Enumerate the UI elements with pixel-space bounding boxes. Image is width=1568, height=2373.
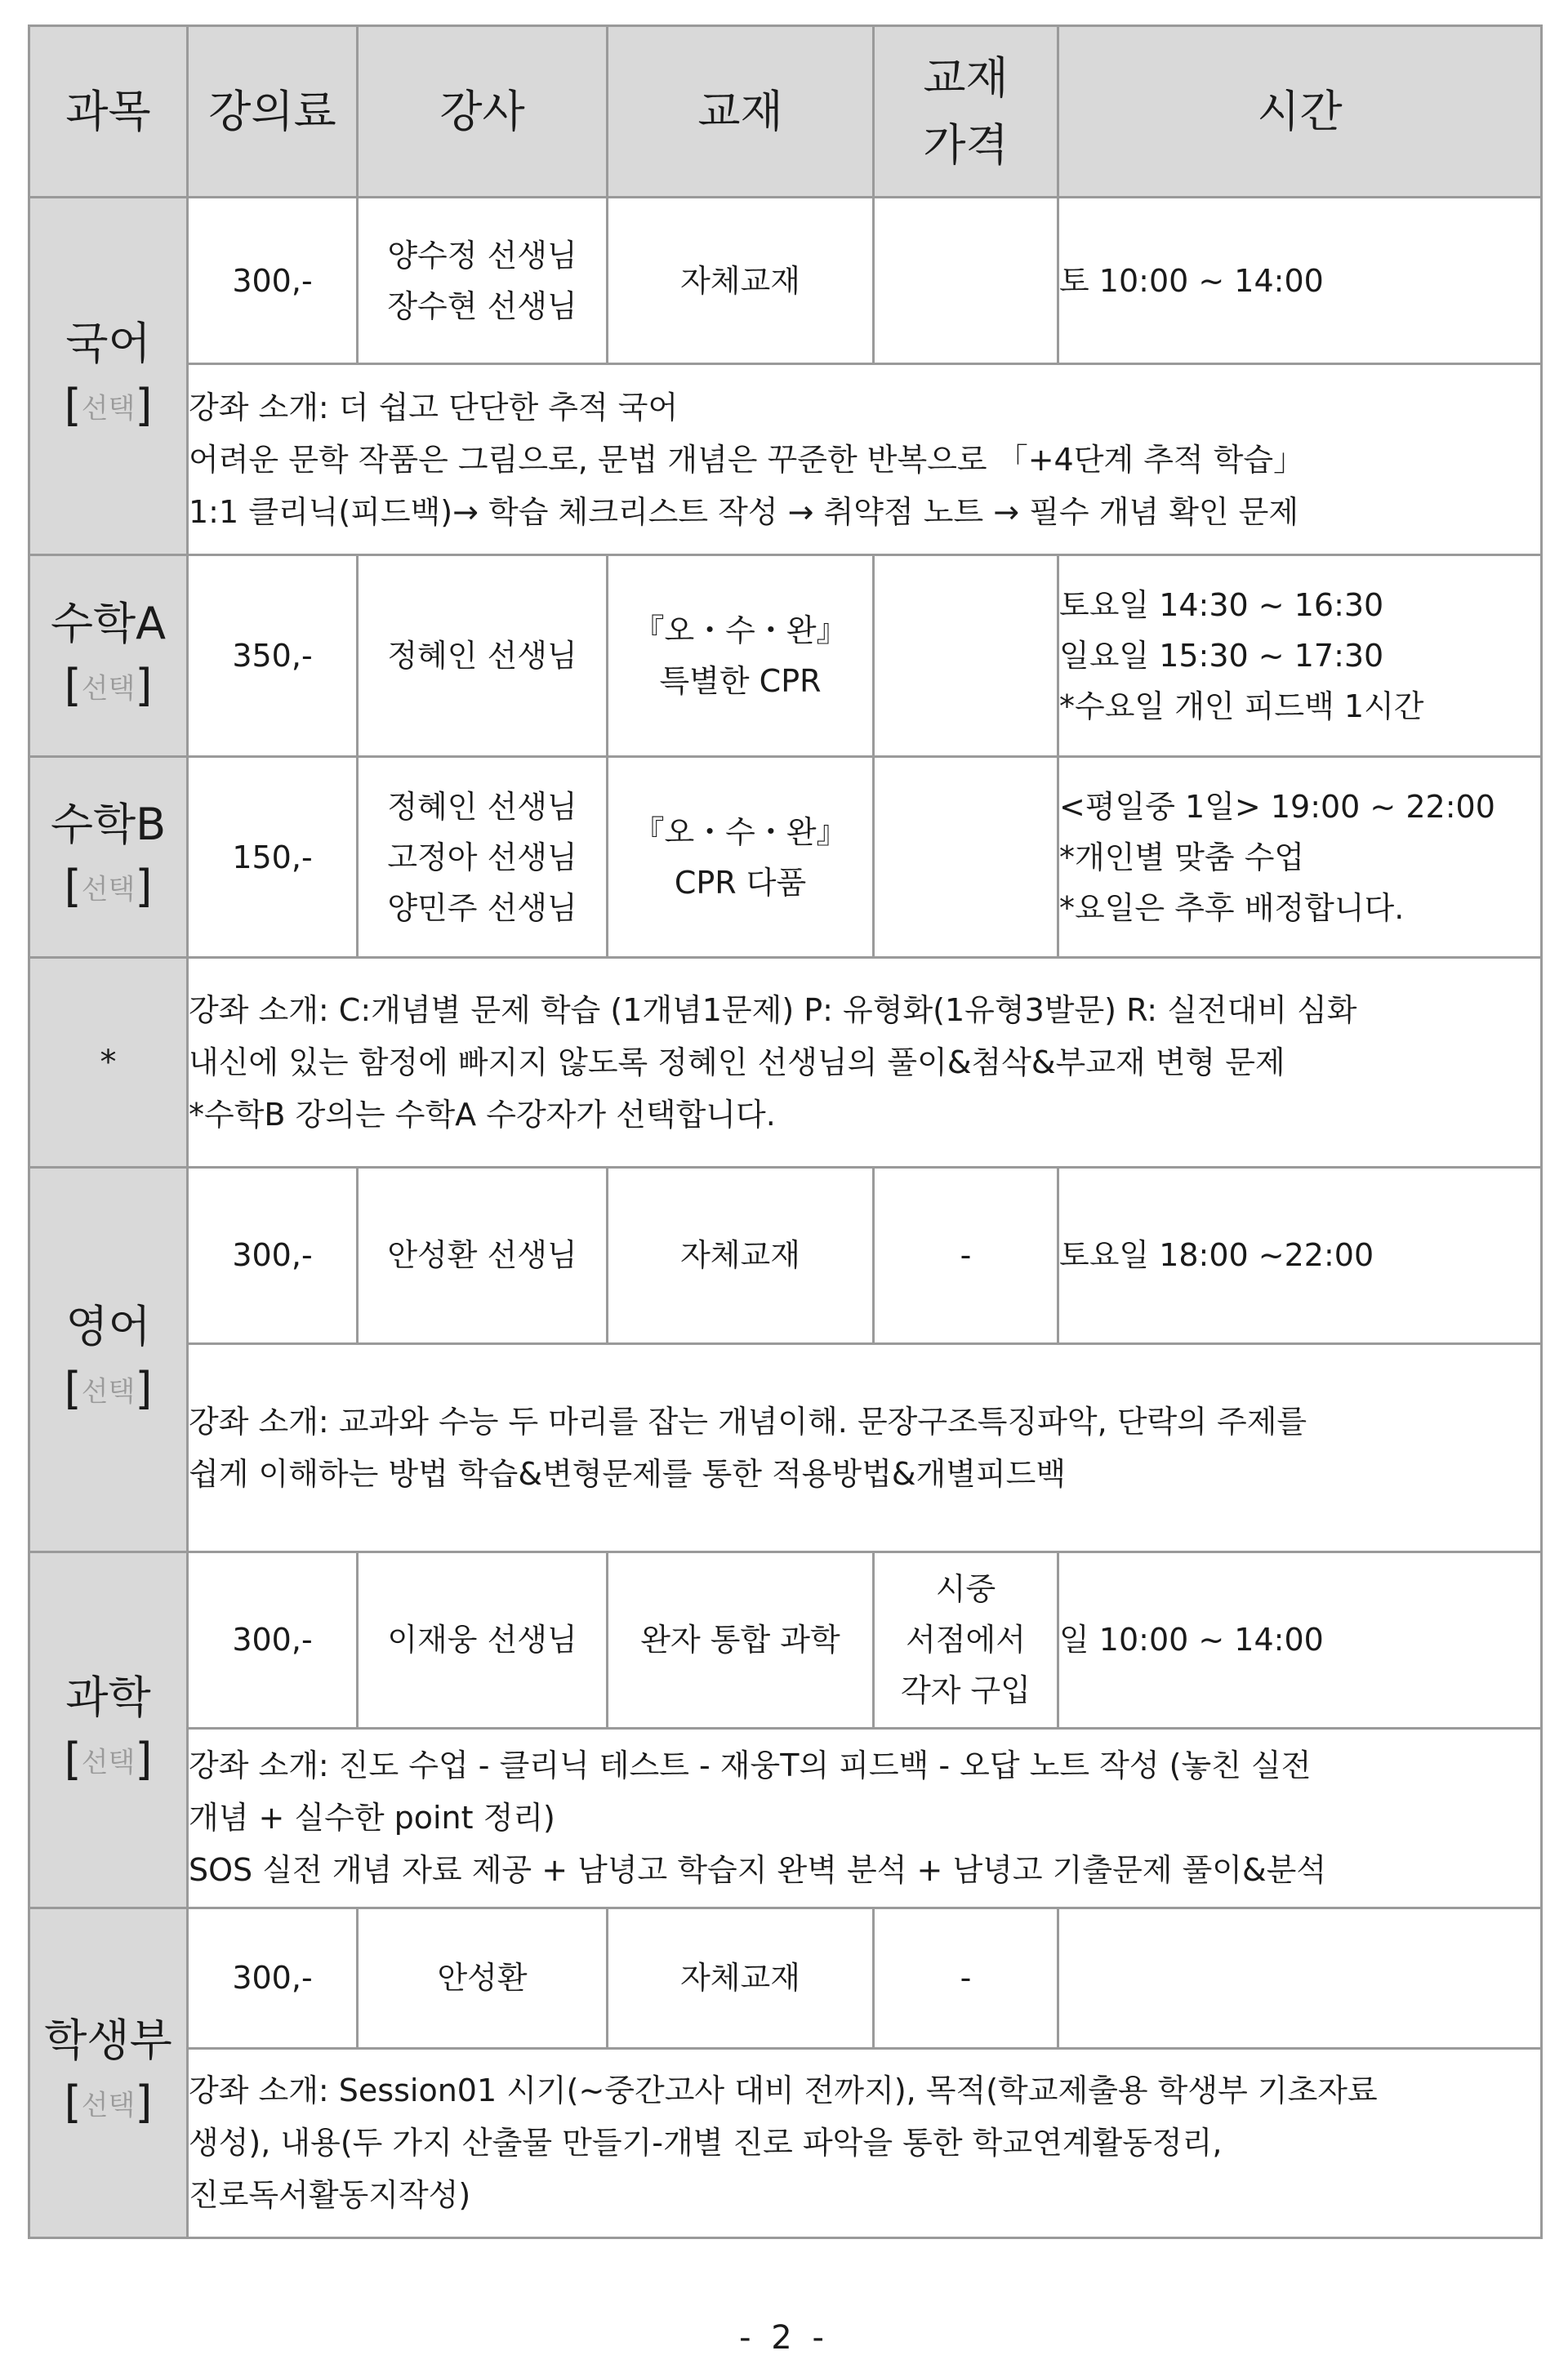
subject-name: 수학A [50, 597, 167, 649]
course-intro [188, 1728, 1542, 1908]
intro-line: 어려운 문학 작품은 그림으로, 문법 개념은 꾸준한 반복으로 「+4단계 추적 학습」 [189, 441, 1305, 478]
teacher-name: 양수정 선생님 [387, 237, 577, 274]
textbook-cell [608, 555, 874, 756]
time-cell: 토 10:00 ~ 14:00 [1058, 198, 1542, 364]
header-fee: 강의료 [188, 26, 358, 198]
header-textbook-price-line: 가격 [923, 118, 1009, 171]
page-number: - 2 - [739, 2319, 829, 2357]
time-cell [1058, 555, 1542, 756]
intro-line: 개념 + 실수한 point 정리) [189, 1800, 555, 1837]
price-cell [874, 555, 1058, 756]
price-line: 시중 [935, 1571, 996, 1608]
textbook-cell: 자체교재 [608, 1908, 874, 2048]
subject-cell [29, 1908, 188, 2237]
subject-cell [29, 1167, 188, 1552]
select-tag: [선택] [64, 659, 153, 711]
teacher-cell [358, 1908, 608, 2048]
teacher-name: 안성환 [437, 1960, 528, 1997]
price-line: 서점에서 [906, 1622, 1026, 1658]
fee-cell: 350,- [188, 555, 358, 756]
intro-line: 강좌 소개: C:개념별 문제 학습 (1개념1문제) P: 유형화(1유형3발문) R: 실전대비 심화 [189, 992, 1357, 1029]
time-line: 토요일 14:30 ~ 16:30 [1059, 587, 1384, 624]
subject-cell [29, 198, 188, 555]
textbook-line: 특별한 CPR [659, 663, 822, 700]
course-intro-row-student-record [29, 2048, 1542, 2237]
textbook-cell [608, 756, 874, 957]
header-time: 시간 [1058, 26, 1542, 198]
price-cell: - [874, 1167, 1058, 1343]
teacher-name: 양민주 선생님 [387, 889, 577, 926]
textbook-line: CPR 다품 [674, 864, 807, 901]
select-tag: [선택] [64, 860, 153, 912]
subject-name: 국어 [65, 318, 151, 370]
teacher-cell [358, 1167, 608, 1343]
course-intro-row-english [29, 1344, 1542, 1552]
textbook-line: 『오・수・완』 [633, 813, 848, 850]
intro-line: 강좌 소개: 교과와 수능 두 마리를 잡는 개념이해. 문장구조특징파악, 단락의 주제를 [189, 1403, 1307, 1440]
select-tag: [선택] [64, 2076, 153, 2128]
time-cell [1058, 1908, 1542, 2048]
textbook-line: 『오・수・완』 [633, 612, 848, 649]
intro-line: 생성), 내용(두 가지 산출물 만들기-개별 진로 파악을 통한 학교연계활동정리, [189, 2125, 1223, 2162]
fee-cell: 300,- [188, 1908, 358, 2048]
subject-cell [29, 958, 188, 1168]
time-line: *수요일 개인 피드백 1시간 [1059, 688, 1424, 725]
textbook-cell: 완자 통합 과학 [608, 1552, 874, 1728]
subject-cell [29, 555, 188, 756]
header-row [29, 26, 1542, 198]
course-row-student-record [29, 1908, 1542, 2048]
teacher-name: 정혜인 선생님 [387, 788, 577, 825]
fee-cell: 150,- [188, 756, 358, 957]
teacher-name: 정혜인 선생님 [387, 638, 577, 675]
course-row-science [29, 1552, 1542, 1728]
select-tag: [선택] [64, 380, 153, 432]
course-intro [188, 958, 1542, 1168]
subject-name: 수학B [50, 798, 167, 850]
intro-line: 강좌 소개: 진도 수업 - 클리닉 테스트 - 재웅T의 피드백 - 오답 노트 작성 (놓친 실전 [189, 1747, 1312, 1784]
teacher-cell [358, 198, 608, 364]
course-row-math-b [29, 756, 1542, 957]
price-cell [874, 198, 1058, 364]
header-subject: 과목 [29, 26, 188, 198]
select-label: 선택 [81, 392, 136, 425]
intro-line: 진로독서활동지작성) [189, 2177, 471, 2214]
intro-line: 1:1 클리닉(피드백)→ 학습 체크리스트 작성 → 취약점 노트 → 필수 개념 확인 문제 [189, 493, 1299, 530]
fee-cell: 300,- [188, 198, 358, 364]
course-intro [188, 1344, 1542, 1552]
header-textbook-price-line: 교재 [923, 51, 1009, 104]
subject-name: * [100, 1044, 117, 1082]
teacher-name: 이재웅 선생님 [387, 1622, 577, 1658]
course-row-korean [29, 198, 1542, 364]
subject-cell [29, 756, 188, 957]
time-line: *요일은 추후 배정합니다. [1059, 889, 1405, 926]
course-intro [188, 364, 1542, 555]
teacher-cell [358, 756, 608, 957]
subject-cell [29, 1552, 188, 1908]
select-label: 선택 [81, 671, 136, 705]
course-row-english [29, 1167, 1542, 1343]
select-tag: [선택] [64, 1363, 153, 1415]
select-label: 선택 [81, 1375, 136, 1409]
intro-line: 내신에 있는 함정에 빠지지 않도록 정혜인 선생님의 풀이&첨삭&부교재 변형 문제 [189, 1044, 1285, 1081]
course-schedule-table [28, 24, 1543, 2239]
intro-line: 강좌 소개: 더 쉽고 단단한 추적 국어 [189, 389, 679, 425]
time-line: *개인별 맞춤 수업 [1059, 839, 1305, 875]
time-cell [1058, 756, 1542, 957]
time-cell: 일 10:00 ~ 14:00 [1058, 1552, 1542, 1728]
course-intro-row-korean [29, 364, 1542, 555]
price-line: 각자 구입 [901, 1672, 1031, 1709]
intro-line: 강좌 소개: Session01 시기(~중간고사 대비 전까지), 목적(학교제출용 학생부 기초자료 [189, 2072, 1378, 2109]
select-label: 선택 [81, 1745, 136, 1779]
course-intro-row-science [29, 1728, 1542, 1908]
course-intro [188, 2048, 1542, 2237]
header-teacher: 강사 [358, 26, 608, 198]
fee-cell: 300,- [188, 1552, 358, 1728]
price-cell [874, 1552, 1058, 1728]
time-line: <평일중 1일> 19:00 ~ 22:00 [1059, 788, 1495, 825]
select-label: 선택 [81, 2089, 136, 2122]
intro-line: *수학B 강의는 수학A 수강자가 선택합니다. [189, 1097, 776, 1133]
select-tag: [선택] [64, 1733, 153, 1785]
select-label: 선택 [81, 873, 136, 906]
teacher-name: 고정아 선생님 [387, 839, 577, 875]
time-cell: 토요일 18:00 ~22:00 [1058, 1167, 1542, 1343]
subject-name: 과학 [65, 1671, 151, 1723]
teacher-name: 안성환 선생님 [387, 1237, 577, 1274]
header-textbook-price [874, 26, 1058, 198]
textbook-cell: 자체교재 [608, 1167, 874, 1343]
fee-cell: 300,- [188, 1167, 358, 1343]
price-cell: - [874, 1908, 1058, 2048]
time-line: 일요일 15:30 ~ 17:30 [1059, 638, 1384, 675]
teacher-cell [358, 555, 608, 756]
textbook-cell: 자체교재 [608, 198, 874, 364]
subject-name: 학생부 [44, 2014, 172, 2066]
course-row-math-a [29, 555, 1542, 756]
teacher-cell [358, 1552, 608, 1728]
price-cell [874, 756, 1058, 957]
header-textbook: 교재 [608, 26, 874, 198]
course-intro-row-math [29, 958, 1542, 1168]
teacher-name: 장수현 선생님 [387, 287, 577, 324]
intro-line: 쉽게 이해하는 방법 학습&변형문제를 통한 적용방법&개별피드백 [189, 1455, 1067, 1492]
subject-name: 영어 [65, 1301, 151, 1353]
intro-line: SOS 실전 개념 자료 제공 + 남녕고 학습지 완벽 분석 + 남녕고 기출문제 풀이&분석 [189, 1852, 1327, 1889]
